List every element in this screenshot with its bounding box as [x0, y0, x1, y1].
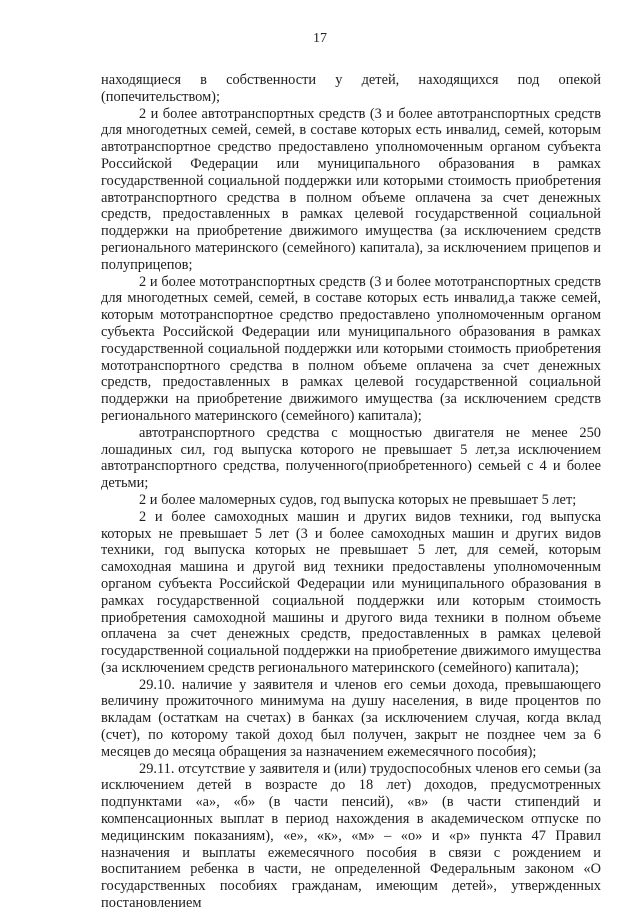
page-number: 17 — [313, 31, 327, 46]
paragraph-self-propelled-machines: 2 и более самоходных машин и других видов техники, год выпуска которых не превышает 5 лет (3 и более самоходных машин и других видов техники, год выпуска которых не превышает 5 лет, для семей, которым самоходная машина и другой вид техники предоставлены уполномоченным органом субъекта Российской Федерации или муниципального образования в рамках государственной социальной поддержки или которым стоимость приобретения самоходной машины и другого вида техники в полном объеме оплачена за счет денежных средств, предоставленных в рамках целевой государственной социальной поддержки на приобретение движимого имущества (за исключением средств регионального материнского (семейного) капитала); — [101, 508, 601, 676]
paragraph-clause-29-11: 29.11. отсутствие у заявителя и (или) трудоспособных членов его семьи (за исключением детей в возрасте до 18 лет) доходов, предусмотренных подпунктами «а», «б» (в части пенсий), «в» (в части стипендий и компенсационных выплат в период нахождения в академическом отпуске по медицинским показаниям), «е», «к», «м» – «о» и «р» пункта 47 Правил назначения и выплаты ежемесячного пособия в связи с рождением и воспитанием ребенка в части, не определенной Федеральным законом «О государственных пособиях гражданам, имеющим детей», утвержденных постановлением — [101, 760, 601, 912]
paragraph-motor-vehicles: 2 и более мототранспортных средств (3 и более мототранспортных средств для многодетных семей, семей, в составе которых есть инвалид,а также семей, которым мототранспортное средство предоставлено уполномоченным органом субъекта Российской Федерации или муниципального образования в рамках государственной социальной поддержки или которыми стоимость приобретения мототранспортного средства в полном объеме оплачена за счет денежных средств, предоставленных в рамках целевой государственной социальной поддержки на приобретение движимого имущества (за исключением средств регионального материнского (семейного) капитала); — [101, 273, 601, 424]
paragraph-clause-29-10: 29.10. наличие у заявителя и членов его семьи дохода, превышающего величину прожиточного минимума на душу населения, в виде процентов по вкладам (остаткам на счетах) в банках (за исключением случая, когда вклад (счет), по которому такой доход был получен, закрыт не позднее чем за 6 месяцев до месяца обращения за назначением ежемесячного пособия); — [101, 676, 601, 760]
paragraph-small-vessels: 2 и более маломерных судов, год выпуска которых не превышает 5 лет; — [139, 491, 577, 508]
paragraph-continuation: находящиеся в собственности у детей, находящихся под опекой (попечительством); — [101, 72, 601, 105]
paragraph-engine-power: автотранспортного средства с мощностью двигателя не менее 250 лошадиных сил, год выпуска которого не превышает 5 лет,за исключением автотранспортного средства, полученного(приобретенного) семьей с 4 и более детьми; — [101, 424, 601, 492]
paragraph-auto-vehicles: 2 и более автотранспортных средств (3 и более автотранспортных средств для многодетных семей, семей, в составе которых есть инвалид, семей, которым автотранспортное средство предоставлено уполномоченным органом субъекта Российской Федерации или муниципального образования в рамках государственной социальной поддержки или которыми стоимость приобретения автотранспортного средства в полном объеме оплачена за счет денежных средств, предоставленных в рамках целевой государственной социальной поддержки на приобретение движимого имущества (за исключением средств регионального материнского (семейного) капитала), за исключением прицепов и полуприцепов; — [101, 105, 601, 273]
document-body — [101, 72, 601, 912]
